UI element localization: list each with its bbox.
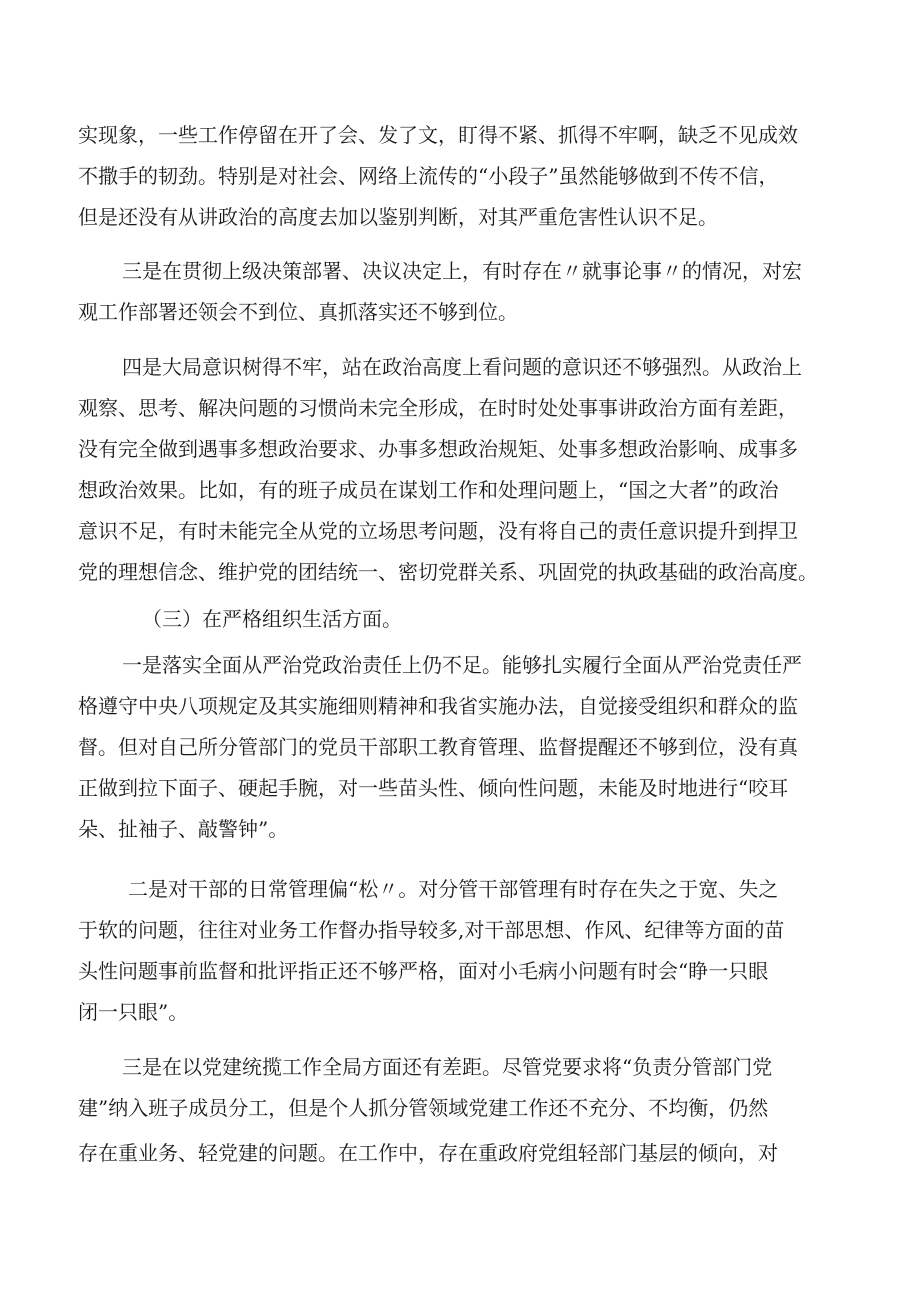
text-line: 不撒手的韧劲。特别是对社会、网络上流传的“小段子”虽然能够做到不传不信， xyxy=(78,164,779,188)
text-line: 格遵守中央八项规定及其实施细则精神和我省实施办法，自觉接受组织和群众的监 xyxy=(78,694,798,718)
text-line: 意识不足，有时未能完全从党的立场思考问题，没有将自己的责任意识提升到捍卫 xyxy=(78,519,798,543)
section-heading: （三）在严格组织生活方面。 xyxy=(142,607,402,631)
text-line: 三是在贯彻上级决策部署、决议决定上，有时存在〃就事论事〃的情况，对宏 xyxy=(122,259,802,283)
text-line: 党的理想信念、维护党的团结统一、密切党群关系、巩固党的执政基础的政治高度。 xyxy=(78,560,818,584)
text-line: 想政治效果。比如，有的班子成员在谋划工作和处理问题上，“国之大者”的政治 xyxy=(78,478,779,502)
text-line: 三是在以党建统揽工作全局方面还有差距。尽管党要求将“负责分管部门党 xyxy=(122,1055,773,1079)
text-line: 正做到拉下面子、硬起手腕，对一些苗头性、倾向性问题，未能及时地进行“咬耳 xyxy=(78,776,789,800)
text-line: 存在重业务、轻党建的问题。在工作中，存在重政府党组轻部门基层的倾向，对 xyxy=(78,1141,778,1165)
text-line: 建”纳入班子成员分工，但是个人抓分管领域党建工作还不充分、不均衡，仍然 xyxy=(78,1096,769,1120)
text-line: 二是对干部的日常管理偏“松〃。对分管干部管理有时存在失之于宽、失之 xyxy=(128,877,779,901)
text-line: 观工作部署还领会不到位、真抓落实还不够到位。 xyxy=(78,300,518,324)
text-line: 但是还没有从讲政治的高度去加以鉴别判断，对其严重危害性认识不足。 xyxy=(78,205,718,229)
text-line: 头性问题事前监督和批评指正还不够严格，面对小毛病小问题有时会“睁一只眼 xyxy=(78,959,769,983)
text-line: 四是大局意识树得不牢，站在政治高度上看问题的意识还不够强烈。从政治上 xyxy=(122,355,802,379)
text-line: 朵、扯袖子、敲警钟”。 xyxy=(78,817,289,841)
text-line: 闭一只眼”。 xyxy=(78,1000,189,1024)
text-line: 督。但对自己所分管部门的党员干部职工教育管理、监督提醒还不够到位，没有真 xyxy=(78,735,798,759)
text-line: 观察、思考、解决问题的习惯尚未完全形成，在时时处处事事讲政治方面有差距， xyxy=(78,396,798,420)
text-line: 一是落实全面从严治党政治责任上仍不足。能够扎实履行全面从严治党责任严 xyxy=(122,653,802,677)
text-line: 于软的问题，往往对业务工作督办指导较多,对干部思想、作风、纪律等方面的苗 xyxy=(78,918,785,942)
text-line: 实现象，一些工作停留在开了会、发了文，盯得不紧、抓得不牢啊，缺乏不见成效 xyxy=(78,123,798,147)
text-line: 没有完全做到遇事多想政治要求、办事多想政治规矩、处事多想政治影响、成事多 xyxy=(78,437,798,461)
